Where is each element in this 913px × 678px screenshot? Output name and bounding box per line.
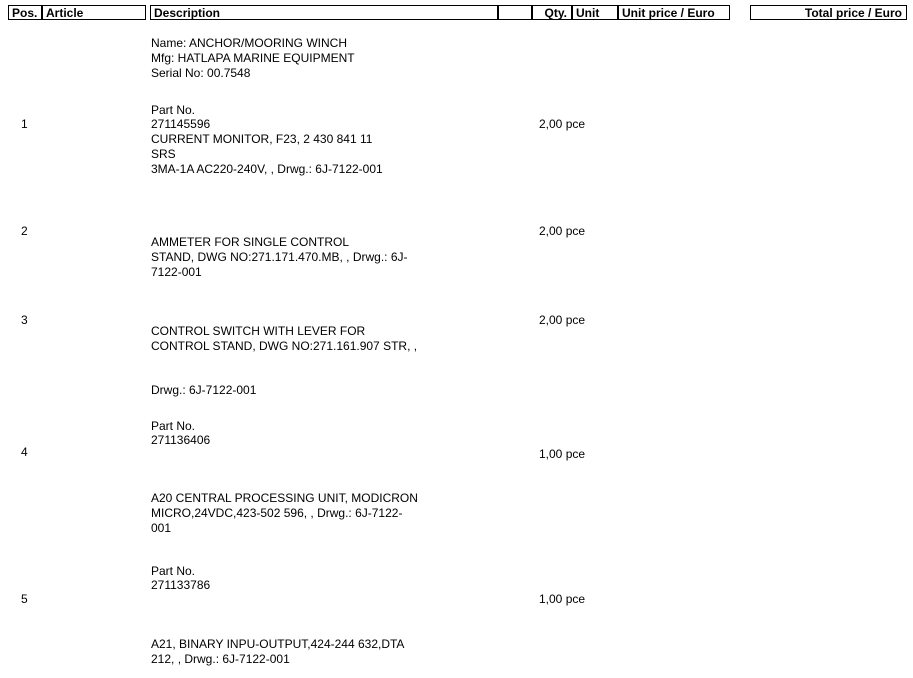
item-1-desc-line-2: SRS	[151, 147, 176, 161]
item-1-qty: 2,00 pce	[539, 117, 586, 131]
item-2-desc-line-2: STAND, DWG NO:271.171.470.MB, , Drwg.: 6J-	[151, 250, 408, 264]
header-unit: Unit	[572, 5, 618, 20]
item-4-pos: 4	[21, 445, 28, 459]
item-5-desc-line-1: A21, BINARY INPU-OUTPUT,424-244 632,DTA	[151, 637, 405, 651]
item-1-desc-line-3: 3MA-1A AC220-240V, , Drwg.: 6J-7122-001	[151, 162, 383, 176]
item-2-qty: 2,00 pce	[539, 224, 586, 238]
item-4-part-label: Part No.	[151, 419, 196, 433]
item-5-pos: 5	[21, 592, 28, 606]
item-4-desc-line-1: A20 CENTRAL PROCESSING UNIT, MODICRON	[151, 491, 418, 505]
item-5-desc-line-2: 212, , Drwg.: 6J-7122-001	[151, 652, 290, 666]
header-description: Description	[150, 5, 498, 20]
item-4-qty: 1,00 pce	[539, 447, 586, 461]
header-unit-price: Unit price / Euro	[618, 5, 730, 20]
equipment-name: Name: ANCHOR/MOORING WINCH	[151, 36, 348, 50]
item-1-pos: 1	[21, 117, 28, 131]
header-qty: Qty.	[532, 5, 572, 20]
item-3-desc-line-1: CONTROL SWITCH WITH LEVER FOR	[151, 324, 366, 338]
header-description-tail	[498, 5, 532, 20]
item-1-desc-line-1: CURRENT MONITOR, F23, 2 430 841 11	[151, 132, 373, 146]
item-4-desc-line-2: MICRO,24VDC,423-502 596, , Drwg.: 6J-7122-	[151, 506, 403, 520]
item-1-part-label: Part No.	[151, 103, 196, 117]
item-3-qty: 2,00 pce	[539, 313, 586, 327]
header-pos: Pos.	[8, 5, 42, 20]
item-5-part-no: 271133786	[151, 578, 211, 592]
item-2-desc-line-1: AMMETER FOR SINGLE CONTROL	[151, 235, 350, 249]
item-5-part-label: Part No.	[151, 564, 196, 578]
item-4-part-no: 271136406	[151, 433, 211, 447]
item-4-desc-line-3: 001	[151, 521, 172, 535]
item-2-desc-line-3: 7122-001	[151, 265, 202, 279]
header-article: Article	[42, 5, 146, 20]
item-5-qty: 1,00 pce	[539, 592, 586, 606]
serial-number: Serial No: 00.7548	[151, 66, 251, 80]
item-1-part-no: 271145596	[151, 117, 211, 131]
item-3-drawing-ref: Drwg.: 6J-7122-001	[151, 383, 257, 397]
manufacturer: Mfg: HATLAPA MARINE EQUIPMENT	[151, 51, 355, 65]
item-3-pos: 3	[21, 313, 28, 327]
header-total-price: Total price / Euro	[750, 5, 907, 20]
item-3-desc-line-2: CONTROL STAND, DWG NO:271.161.907 STR, ,	[151, 339, 418, 353]
item-2-pos: 2	[21, 224, 28, 238]
